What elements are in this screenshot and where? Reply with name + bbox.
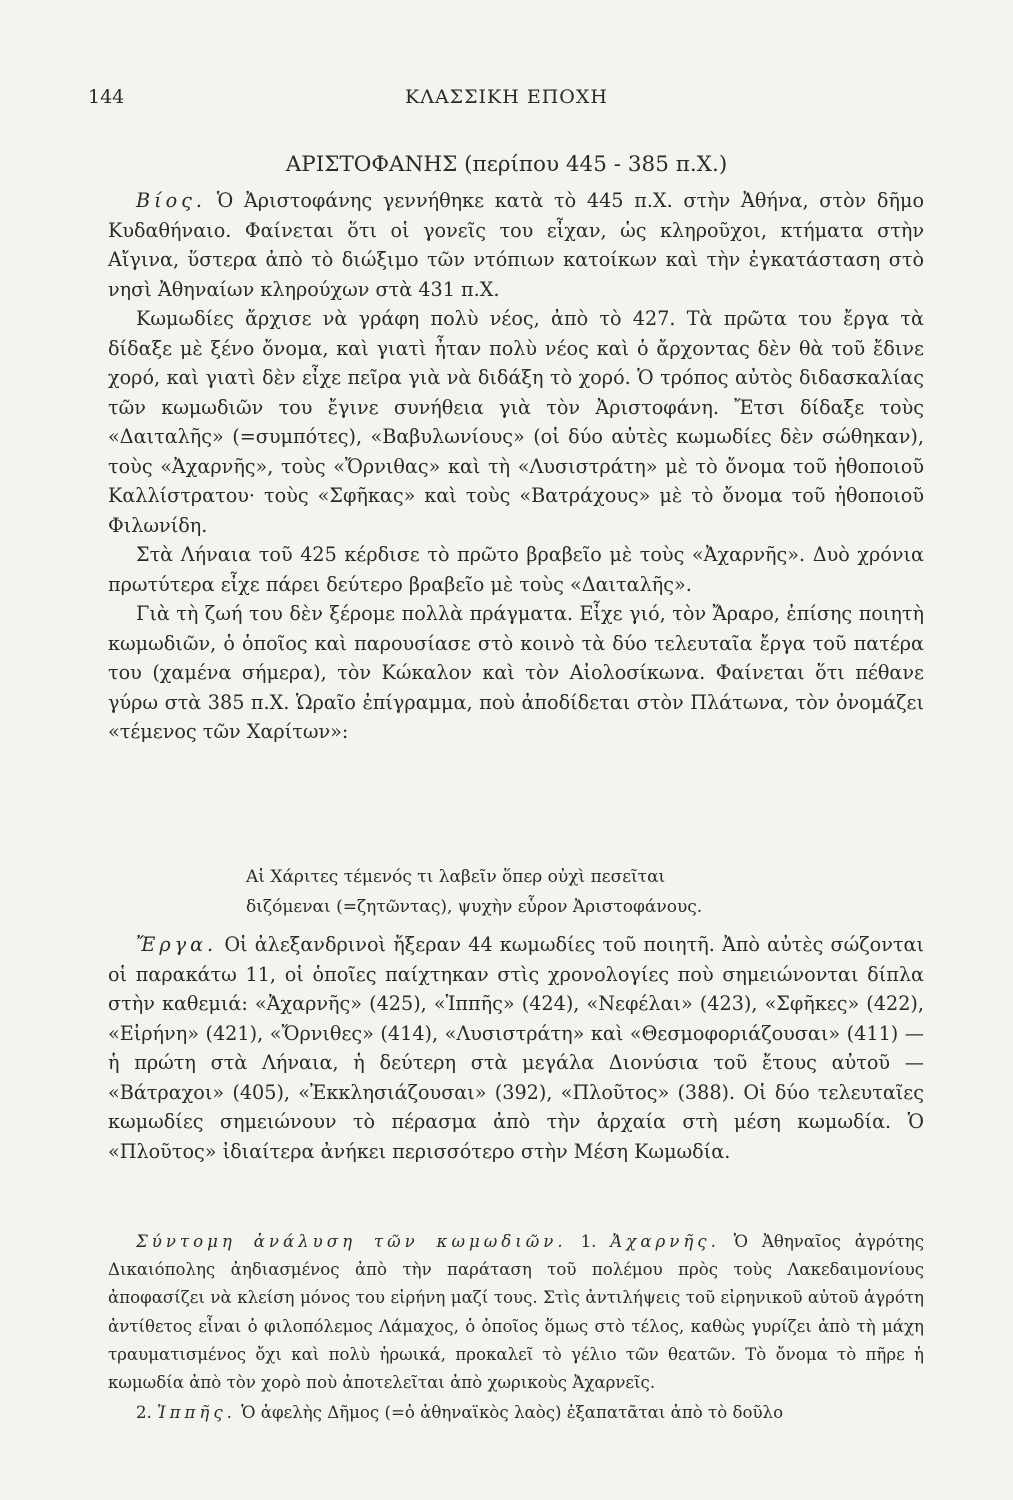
analysis-item-2-text: Ὁ ἀφελὴς Δῆμος (=ὁ ἀθηναϊκὸς λαὸς) ἐξαπατᾶται ἀπὸ τὸ δοῦλο: [241, 1403, 784, 1423]
analysis-item-1-number: 1.: [580, 1232, 597, 1251]
analysis-label: Σύντομη ἀνάλυση τῶν κωμωδιῶν.: [136, 1232, 567, 1251]
epigram-line-1: Αἱ Χάριτες τέμενός τι λαβεῖν ὅπερ οὐχὶ πεσεῖται: [246, 867, 666, 887]
works-section: [108, 930, 924, 1166]
analysis-item-2: [108, 1399, 924, 1427]
bio-paragraph-2: Κωμωδίες ἄρχισε νὰ γράφη πολὺ νέος, ἀπὸ τὸ 427. Τὰ πρῶτα του ἔργα τὰ δίδαξε μὲ ξένο ὄνομα, καὶ γιατὶ ἦταν πολὺ νέος καὶ ὁ ἄρχοντας δὲν θὰ τοῦ ἔδινε χορό, καὶ γιατὶ δὲν εἶχε πεῖρα γιὰ νὰ διδάξη τὸ χορό. Ὁ τρόπος αὐτὸς διδασκαλίας τῶν κωμωδιῶν του ἔγινε συνήθεια γιὰ τὸν Ἀριστοφάνη. Ἔτσι δίδαξε τοὺς «Δαιταλῆς» (=συμπότες), «Βαβυλωνίους» (οἱ δύο αὐτὲς κωμωδίες δὲν σώθηκαν), τοὺς «Ἀχαρνῆς», τοὺς «Ὄρνιθας» καὶ τὴ «Λυσιστράτη» μὲ τὸ ὄνομα τοῦ ἠθοποιοῦ Καλλίστρατου· τοὺς «Σφῆκας» καὶ τοὺς «Βατράχους» μὲ τὸ ὄνομα τοῦ ἠθοποιοῦ Φιλωνίδη.: [108, 307, 924, 537]
running-title: ΚΛΑΣΣΙΚΗ ΕΠΟΧΗ: [405, 86, 608, 108]
biography-section: [108, 186, 924, 747]
bio-text-1: Ὁ Ἀριστοφάνης γεννήθηκε κατὰ τὸ 445 π.Χ. στὴν Ἀθήνα, στὸν δῆμο Κυδαθήναιο. Φαίνεται ὅτι οἱ γονεῖς του εἶχαν, ὡς κληροῦχοι, κτήματα στὴν Αἴγινα, ὕστερα ἀπὸ τὸ διώξιμο τῶν ντόπιων κατοίκων καὶ τὴν ἐγκατάσταση στὸ νησὶ Ἀθηναίων κληρούχων στὰ 431 π.Χ.: [108, 189, 924, 301]
works-text: Οἱ ἀλεξανδρινοὶ ἤξεραν 44 κωμωδίες τοῦ ποιητῆ. Ἀπὸ αὐτὲς σώζονται οἱ παρακάτω 11, οἱ ὁποῖες παίχτηκαν στὶς χρονολογίες ποὺ σημειώνονται δίπλα στὴν καθεμιά: «Ἀχαρνῆς» (425), «Ἱππῆς» (424), «Νεφέλαι» (423), «Σφῆκες» (422), «Εἰρήνη» (421), «Ὄρνιθες» (414), «Λυσιστράτη» καὶ «Θεσμοφοριάζουσαι» (411) — ἡ πρώτη στὰ Λήναια, ἡ δεύτερη στὰ μεγάλα Διονύσια τοῦ ἔτους αὐτοῦ — «Βάτραχοι» (405), «Ἐκκλησιάζουσαι» (392), «Πλοῦτος» (388). Οἱ δύο τελευταῖες κωμωδίες σημειώνουν τὸ πέρασμα ἀπὸ τὴν ἀρχαία στὴ μέση κωμωδία. Ὁ «Πλοῦτος» ἰδιαίτερα ἀνήκει περισσότερο στὴν Μέση Κωμωδία.: [108, 933, 924, 1163]
bio-label: Βίος.: [136, 189, 207, 212]
analysis-item-2-number: 2.: [136, 1403, 152, 1423]
analysis-item-1-title: Ἀχαρνῆς.: [610, 1232, 720, 1251]
analysis-item-1: [108, 1228, 924, 1397]
analysis-section: [108, 1228, 924, 1427]
bio-paragraph-3: Στὰ Λήναια τοῦ 425 κέρδισε τὸ πρῶτο βραβεῖο μὲ τοὺς «Ἀχαρνῆς». Δυὸ χρόνια πρωτύτερα εἶχε πάρει δεύτερο βραβεῖο μὲ τοὺς «Δαιταλῆς».: [108, 543, 924, 596]
running-head: [88, 86, 925, 116]
works-paragraph: [108, 930, 924, 1166]
analysis-item-2-title: Ἱππῆς.: [157, 1403, 236, 1423]
analysis-item-1-text: Ὁ Ἀθηναῖος ἀγρότης Δικαιόπολης ἀηδιασμένος ἀπὸ τὴν παράταση τοῦ πολέμου πρὸς τοὺς Λακεδαιμονίους ἀποφασίζει νὰ κλείση μόνος του εἰρήνη μαζί τους. Στὶς ἀντιλήψεις τοῦ εἰρηνικοῦ αὐτοῦ ἀγρότη ἀντίθετος εἶναι ὁ φιλοπόλεμος Λάμαχος, ὁ ὁποῖος ὅμως στὸ τέλος, καθὼς γυρίζει ἀπὸ τὴ μάχη τραυματισμένος ὄχι καὶ πολὺ ἡρωικά, προκαλεῖ τὸ γέλιο τῶν θεατῶν. Τὸ ὄνομα τὸ πῆρε ἡ κωμωδία ἀπὸ τὸν χορὸ ποὺ ἀποτελεῖται ἀπὸ χωρικοὺς Ἀχαρνεῖς.: [108, 1232, 925, 1393]
epigram-quote: [246, 862, 866, 922]
works-label: Ἔργα.: [136, 933, 218, 956]
bio-paragraph-1: [108, 186, 924, 304]
bio-paragraph-4: Γιὰ τὴ ζωή του δὲν ξέρομε πολλὰ πράγματα. Εἶχε γιό, τὸν Ἄραρο, ἐπίσης ποιητὴ κωμωδιῶν, ὁ ὁποῖος καὶ παρουσίασε στὸ κοινὸ τὰ δύο τελευταῖα ἔργα τοῦ πατέρα του (χαμένα σήμερα), τὸν Κώκαλον καὶ τὸν Αἰολοσίκωνα. Φαίνεται ὅτι πέθανε γύρω στὰ 385 π.Χ. Ὡραῖο ἐπίγραμμα, ποὺ ἀποδίδεται στὸν Πλάτωνα, τὸν ὀνομάζει «τέμενος τῶν Χαρίτων»:: [108, 602, 924, 743]
epigram-line-2: διζόμεναι (=ζητῶντας), ψυχὴν εὗρον Ἀριστοφάνους.: [246, 897, 703, 917]
page-number: 144: [88, 86, 125, 108]
section-title: ΑΡΙΣΤΟΦΑΝΗΣ (περίπου 445 - 385 π.Χ.): [285, 152, 728, 177]
